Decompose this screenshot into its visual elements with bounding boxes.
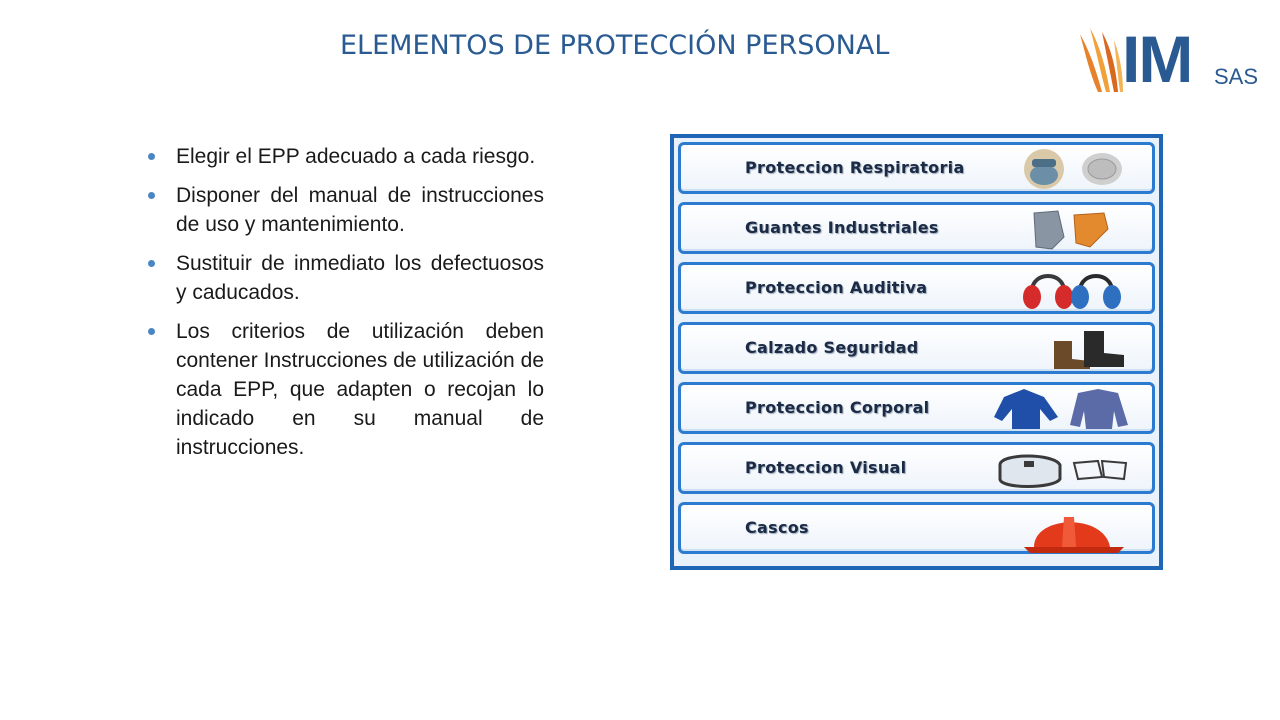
hardhat-icon [1014, 507, 1134, 557]
ppe-row-helmets [678, 502, 1155, 554]
ppe-panel-background [674, 138, 1159, 566]
respirator-icon [1014, 147, 1134, 191]
ppe-row-footwear [678, 322, 1155, 374]
list-item: Sustituir de inmediato los defectuosos y caducados. [148, 249, 544, 307]
ppe-row-label: Proteccion Respiratoria [745, 158, 965, 177]
ppe-row-label: Guantes Industriales [745, 218, 939, 237]
leaf-logo-icon [1076, 26, 1128, 96]
list-item: Elegir el EPP adecuado a cada riesgo. [148, 142, 544, 171]
gloves-icon [1014, 207, 1134, 251]
page-title: ELEMENTOS DE PROTECCIÓN PERSONAL [340, 30, 890, 61]
bullet-list [148, 142, 544, 472]
ppe-row-label: Calzado Seguridad [745, 338, 919, 357]
bullet-dot-icon [148, 260, 155, 267]
ppe-panel [670, 134, 1163, 570]
ppe-row-gloves [678, 202, 1155, 254]
bullet-dot-icon [148, 153, 155, 160]
earmuffs-icon [1014, 267, 1134, 311]
company-logo [1076, 22, 1259, 96]
coveralls-icon [994, 387, 1134, 431]
ppe-row-hearing [678, 262, 1155, 314]
ppe-row-label: Proteccion Auditiva [745, 278, 928, 297]
logo-wordmark: IM [1122, 22, 1192, 96]
logo-suffix: SAS [1214, 64, 1259, 89]
bullet-dot-icon [148, 192, 155, 199]
boots-icon [1014, 327, 1134, 371]
ppe-row-label: Proteccion Corporal [745, 398, 930, 417]
goggles-icon [994, 447, 1134, 491]
ppe-row-visual [678, 442, 1155, 494]
ppe-row-label: Cascos [745, 518, 809, 537]
bullet-dot-icon [148, 328, 155, 335]
list-item: Los criterios de utilización deben contener Instrucciones de utilización de cada EPP, que adapten o recojan lo indicado en su manual de instrucciones. [148, 317, 544, 462]
ppe-row-respiratory [678, 142, 1155, 194]
list-item: Disponer del manual de instrucciones de uso y mantenimiento. [148, 181, 544, 239]
ppe-row-body [678, 382, 1155, 434]
ppe-row-label: Proteccion Visual [745, 458, 907, 477]
